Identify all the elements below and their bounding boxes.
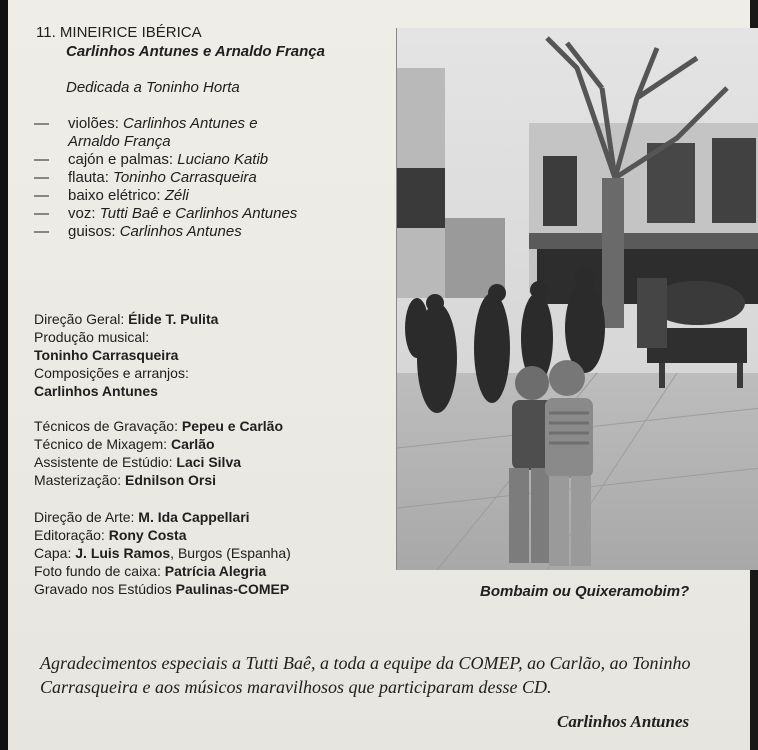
credit-row (34, 508, 250, 526)
credit-value: Patrícia Alegria (164, 563, 267, 579)
left-edge-shadow (0, 0, 8, 750)
musician-row (34, 115, 258, 133)
photo-window (712, 138, 756, 223)
photo-window (543, 156, 577, 226)
credit-value: Pepeu e Carlão (181, 418, 284, 434)
booklet-page (8, 0, 750, 750)
credit-value: Toninho Carrasqueira (34, 347, 179, 363)
instrument-label: guisos: (68, 223, 120, 240)
player-name: Tutti Baê e Carlinhos Antunes (99, 205, 298, 222)
street-photo (396, 28, 758, 570)
list-dash: — (34, 169, 49, 186)
credit-label: Produção musical: (34, 329, 150, 345)
credit-label: Gravado nos Estúdios (34, 581, 176, 597)
player-name: Luciano Katib (177, 151, 269, 168)
photo-awning (529, 233, 758, 249)
credit-label: Assistente de Estúdio: (34, 454, 177, 470)
list-dash: — (34, 115, 49, 132)
credit-value: Laci Silva (176, 454, 242, 470)
credit-label: Composições e arranjos: (34, 365, 189, 381)
credit-extra: , Burgos (Espanha) (170, 545, 291, 561)
instrument-label: baixo elétrico: (68, 187, 165, 204)
photo-tree-trunk (602, 178, 624, 328)
list-dash: — (34, 205, 49, 222)
list-dash: — (34, 187, 49, 204)
musician-row (34, 205, 298, 223)
instrument-label: violões: (68, 115, 124, 132)
credit-row (34, 328, 149, 346)
musician-row (34, 223, 242, 241)
credit-row (34, 382, 158, 400)
credit-label: Técnico de Mixagem: (34, 436, 171, 452)
photo-caption: Bombaim ou Quixeramobim? (480, 583, 690, 600)
credit-row (34, 364, 189, 382)
player-name: Toninho Carrasqueira (113, 169, 257, 186)
credit-label: Direção Geral: (34, 311, 129, 327)
instrument-label: flauta: (68, 169, 114, 186)
credit-row (34, 562, 266, 580)
credit-row (34, 453, 241, 471)
credit-row (34, 310, 218, 328)
acknowledgment-text: Agradecimentos especiais a Tutti Baê, a toda a equipe da COMEP, ao Carlão, ao Toninho Carrasqueira e aos músicos maravilhosos que participaram desse CD. (40, 653, 691, 697)
track-title: 11. MINEIRICE IBÉRICA (36, 24, 202, 41)
credit-value: Rony Costa (108, 527, 187, 543)
credit-value: Carlão (170, 436, 215, 452)
player-name: Carlinhos Antunes (119, 223, 242, 240)
credit-label: Técnicos de Gravação: (34, 418, 182, 434)
credit-label: Editoração: (34, 527, 109, 543)
credit-value: Ednilson Orsi (125, 472, 217, 488)
player-name: Carlinhos Antunes e (123, 115, 258, 132)
instrument-label: cajón e palmas: (68, 151, 178, 168)
musician-row (34, 151, 269, 169)
instrument-label: voz: (68, 205, 100, 222)
musician-row (34, 187, 189, 205)
list-dash: — (34, 223, 49, 240)
credit-row (34, 346, 178, 364)
musician-row (68, 133, 171, 151)
credit-row (34, 580, 289, 598)
credit-value: Paulinas-COMEP (175, 581, 290, 597)
credit-label: Capa: (34, 545, 76, 561)
credit-row (34, 544, 291, 562)
acknowledgment-signature: Carlinhos Antunes (557, 712, 690, 731)
credit-row (34, 526, 187, 544)
credit-value: Élide T. Pulita (128, 311, 219, 327)
photo-balcony (397, 168, 445, 228)
credit-row (34, 417, 283, 435)
player-name: Arnaldo França (68, 133, 171, 150)
credit-label: Masterização: (34, 472, 126, 488)
list-dash: — (34, 151, 49, 168)
credit-label: Direção de Arte: (34, 509, 139, 525)
credits-block (34, 310, 384, 600)
credit-value: J. Luis Ramos (75, 545, 171, 561)
track-authors: Carlinhos Antunes e Arnaldo França (66, 43, 325, 60)
musician-row (34, 169, 257, 187)
credit-value: Carlinhos Antunes (34, 383, 158, 399)
track-dedication: Dedicada a Toninho Horta (66, 79, 240, 96)
player-name: Zéli (164, 187, 189, 204)
musicians-list (34, 115, 374, 245)
street-photo-illustration (397, 28, 758, 570)
credit-label: Foto fundo de caixa: (34, 563, 165, 579)
credit-value: M. Ida Cappellari (138, 509, 250, 525)
credit-row (34, 435, 215, 453)
credit-row (34, 471, 216, 489)
